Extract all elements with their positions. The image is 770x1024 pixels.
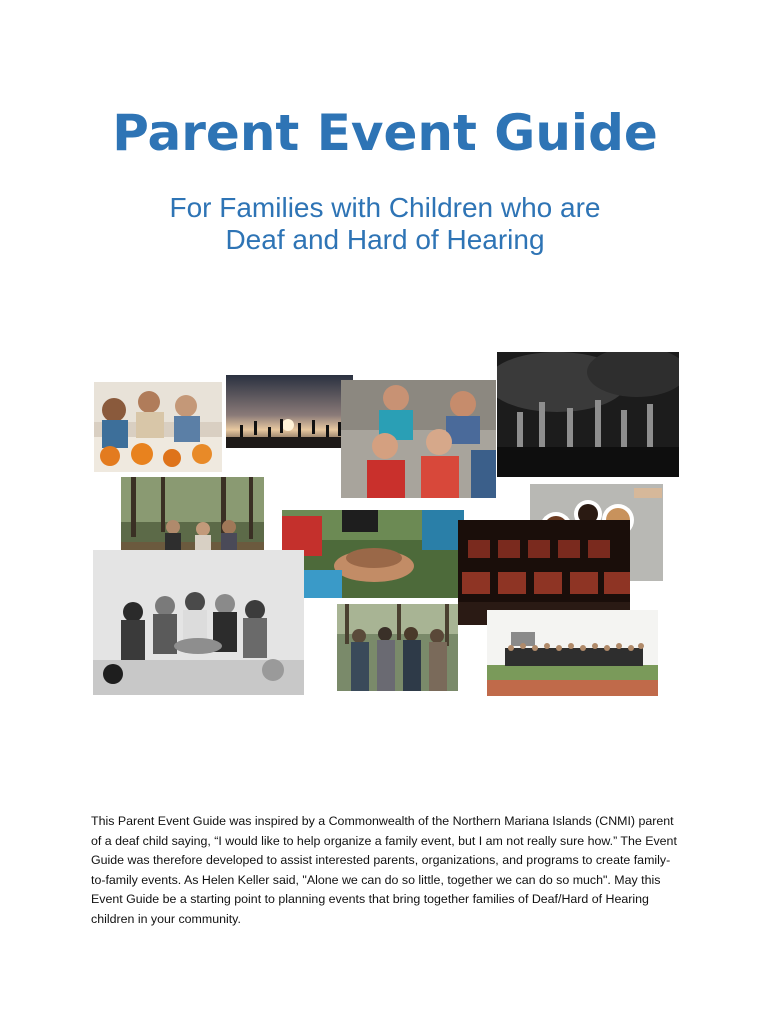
hands-stacked-together-photo bbox=[282, 510, 464, 598]
page-title: Parent Event Guide bbox=[112, 104, 658, 162]
large-group-outdoor-photo bbox=[487, 610, 658, 696]
intro-paragraph: This Parent Event Guide was inspired by a Commonwealth of the Northern Mariana Islands (CNMI) parent of a deaf child saying, “I would like to help organize a family event, but I am not really sure how.” The Event Guide was therefore developed to assist interested parents, organizations, and programs to create family-to-family events. As Helen Keller said, "Alone we can do so little, together we can do so much". May this Event Guide be a starting point to planning events that bring together families of Deaf/Hard of Hearing children in your community. bbox=[91, 814, 677, 926]
concert-crowd-hands-photo bbox=[497, 352, 679, 477]
group-huddle-hands-bw-photo bbox=[93, 550, 304, 695]
subtitle-line-1: For Families with Children who are bbox=[169, 192, 601, 223]
family-pumpkin-carving-photo bbox=[94, 382, 222, 472]
subtitle bbox=[0, 192, 770, 256]
children-group-portrait-photo bbox=[341, 380, 496, 498]
group-hug-outdoors-photo bbox=[337, 604, 458, 691]
subtitle-line-2: Deaf and Hard of Hearing bbox=[225, 224, 545, 255]
sunset-silhouettes-jumping-photo bbox=[226, 375, 353, 448]
